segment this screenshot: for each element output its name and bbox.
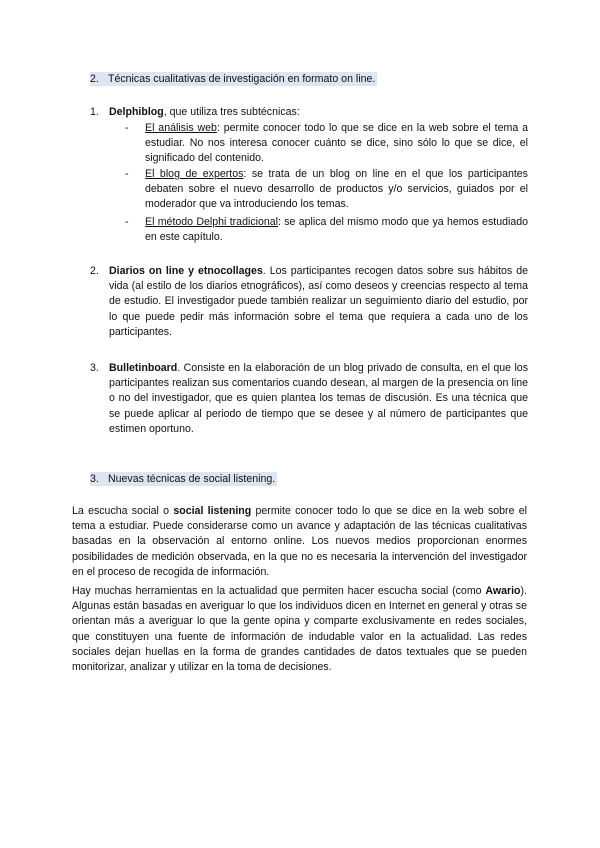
paragraph-text: permite conocer todo lo que se dice en la web sobre el tema a estudiar. Puede considerarse como un avance y adaptación de las técnicas cualitativas basadas en la observación al entorno online. Los nuevos medios proporcionan enormes posibilidades de medición observada, en la que no es necesaria la intervención del investigador en el proceso de recogida de información. <box>72 505 528 578</box>
section-2-title: Técnicas cualitativas de investigación en formato on line. <box>108 73 376 85</box>
list-item-text <box>109 264 528 340</box>
term-metodo-delphi: El método Delphi tradicional <box>145 216 278 228</box>
term-analisis-web: El análisis web <box>145 122 217 134</box>
list-item-number: 1. <box>90 106 99 118</box>
dash-bullet: - <box>125 122 129 134</box>
paragraph-text: Hay muchas herramientas en la actualidad que permiten hacer escucha social (como <box>72 585 486 597</box>
sub-item-rest: : permite conocer todo lo que se dice en la web sobre el tema a estudiar. No nos interesa conocer cuánto se dice, sino sólo lo que se dice, el significado del contenido. <box>145 122 528 165</box>
list-item-text <box>109 105 528 120</box>
section-2-highlight <box>90 72 377 86</box>
paragraph-social-listening <box>72 504 527 580</box>
list-item-bulletinboard <box>90 361 528 437</box>
section-3-number: 3. <box>90 473 99 485</box>
section-3-title: Nuevas técnicas de social listening. <box>108 473 276 485</box>
section-3-highlight <box>90 472 277 486</box>
term-blog-expertos: El blog de expertos <box>145 168 244 180</box>
list-item-delphiblog <box>90 105 528 120</box>
list-item-number: 2. <box>90 265 99 277</box>
list-item-diarios <box>90 264 528 340</box>
sub-item-text <box>145 215 528 245</box>
list-item-text <box>109 361 528 437</box>
section-2-heading <box>90 72 377 87</box>
term-awario: Awario <box>485 585 521 597</box>
paragraph-herramientas <box>72 584 527 675</box>
term-social-listening: social listening <box>173 505 252 517</box>
list-item-rest: . Consiste en la elaboración de un blog privado de consulta, en el que los participantes realizan sus comentarios cuando desean, al margen de la presencia on line o no del investigador, que es quien plantea los temas de discusión. Es una técnica que se puede aplicar al periodo de tiempo que se desee y al número de participantes que estimen oportuno. <box>109 362 528 435</box>
paragraph-text: La escucha social o <box>72 505 174 517</box>
term-delphiblog: Delphiblog <box>109 106 164 118</box>
sub-item-text <box>145 167 528 213</box>
sub-item-blog-expertos <box>125 167 528 213</box>
sub-item-analisis-web <box>125 121 528 167</box>
term-diarios: Diarios on line y etnocollages <box>109 265 263 277</box>
list-item-rest: . Los participantes recogen datos sobre sus hábitos de vida (al estilo de los diarios etnográficos), así como deseos y creencias respecto al tema de estudio. El investigador puede también realizar un seguimiento diario del estudio, por lo que puede pedir más información sobre el tema que requiera a cada uno de los participantes. <box>109 265 528 338</box>
sub-item-rest: : se aplica del mismo modo que ya hemos estudiado en este capítulo. <box>145 216 529 244</box>
paragraph-text: ). Algunas están basadas en averiguar lo que los individuos dicen en Internet en general y otras se orientan más a averiguar lo que la gente opina y comparte exclusivamente en redes sociales, que constituyen una fuente de información de indudable valor en la actualidad. Las redes sociales dejan huellas en la forma de grandes cantidades de datos textuales que se pueden monitorizar, analizar y utilizar en la toma de decisiones. <box>72 585 527 674</box>
sub-item-rest: : se trata de un blog on line en el que los participantes debaten sobre el nuevo desarrollo de productos y/o servicios, guiados por el moderador que va introduciendo los temas. <box>145 168 528 211</box>
term-bulletinboard: Bulletinboard <box>109 362 178 374</box>
list-item-rest: , que utiliza tres subtécnicas: <box>163 106 300 118</box>
section-3-heading <box>90 472 277 487</box>
dash-bullet: - <box>125 216 129 228</box>
list-item-number: 3. <box>90 362 99 374</box>
sub-item-text <box>145 121 528 167</box>
section-2-number: 2. <box>90 73 99 85</box>
sub-item-metodo-delphi <box>125 215 529 245</box>
dash-bullet: - <box>125 168 129 180</box>
